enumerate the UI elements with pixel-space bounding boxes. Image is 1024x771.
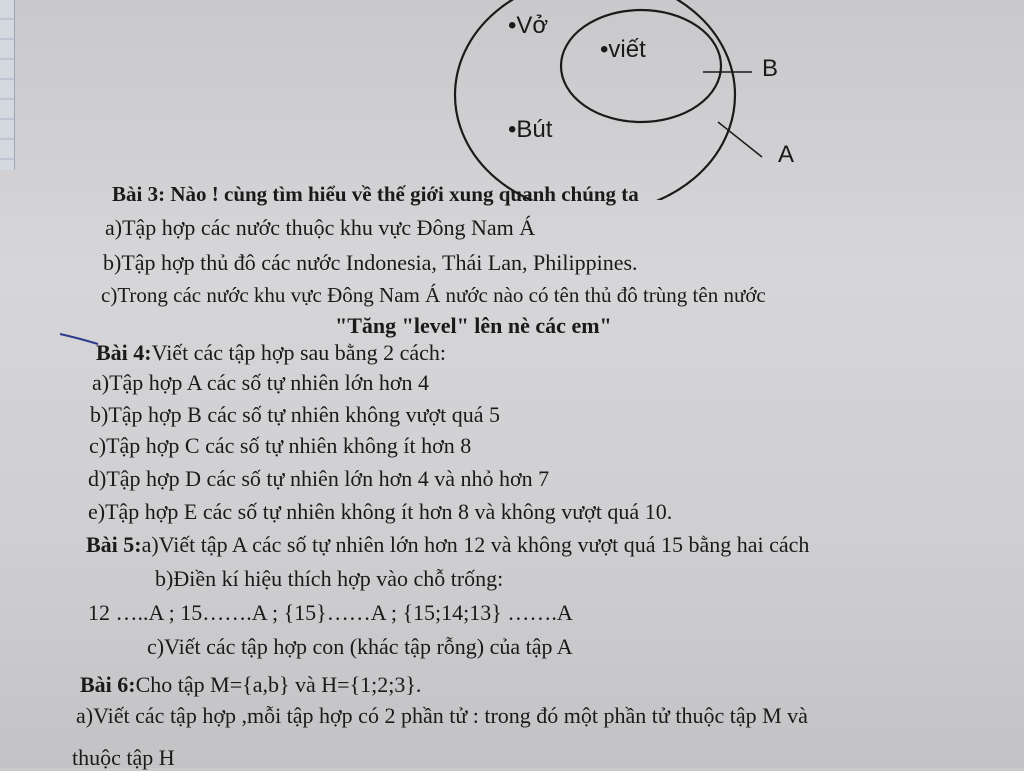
element-but: •Bút [508, 116, 553, 143]
bai5-item-b: b)Điền kí hiệu thích hợp vào chỗ trống: [155, 566, 504, 591]
label-set-a: A [778, 141, 795, 168]
bai4-item-e: e)Tập hợp E các số tự nhiên không ít hơn 8 và không vượt quá 10. [88, 499, 673, 524]
element-vo: •Vở [508, 12, 549, 39]
bai4-item-a: a)Tập hợp A các số tự nhiên lớn hơn 4 [92, 370, 430, 395]
bai5-item-c: c)Viết các tập hợp con (khác tập rỗng) của tập A [147, 634, 573, 659]
bai6-label: Bài 6: [80, 672, 136, 697]
inner-set-circle [561, 10, 721, 122]
bai4-label: Bài 4: [96, 340, 152, 365]
bai5-item-a: a)Viết tập A các số tự nhiên lớn hơn 12 và không vượt quá 15 bằng hai cách [141, 532, 810, 557]
bai4-item-b: b)Tập hợp B các số tự nhiên không vượt quá 5 [90, 402, 501, 427]
bai6-title [80, 672, 421, 698]
bai6-text: Cho tập M={a,b} và H={1;2;3}. [135, 672, 422, 697]
bai6-item-a: a)Viết các tập hợp ,mỗi tập hợp có 2 phần tử : trong đó một phần tử thuộc tập M và [76, 703, 808, 728]
level-title: "Tăng "level" lên nè các em" [335, 313, 612, 338]
bai5-label: Bài 5: [86, 532, 142, 557]
bai4-title [96, 340, 446, 366]
label-set-b: B [762, 55, 779, 82]
bai5-fill-blanks: 12 …..A ; 15…….A ; {15}……A ; {15;14;13} …….A [88, 600, 573, 625]
bai3-item-b: b)Tập hợp thủ đô các nước Indonesia, Thái Lan, Philippines. [103, 250, 638, 275]
bai5-title [86, 532, 809, 558]
bai6-item-a-cont: thuộc tập H [72, 745, 175, 770]
bai4-text: Viết các tập hợp sau bằng 2 cách: [151, 340, 446, 365]
bai3-text: Nào ! cùng tìm hiểu về thế giới xung quanh chúng ta [165, 182, 639, 206]
outer-set-circle [455, 0, 735, 200]
bai3-label: Bài 3: [112, 182, 166, 206]
bai3-item-c: c)Trong các nước khu vực Đông Nam Á nước nào có tên thủ đô trùng tên nước [101, 283, 766, 307]
bai4-item-c: c)Tập hợp C các số tự nhiên không ít hơn 8 [89, 433, 472, 458]
bai4-item-d: d)Tập hợp D các số tự nhiên lớn hơn 4 và nhỏ hơn 7 [88, 466, 550, 491]
bai3-title [112, 181, 639, 207]
bai3-item-a: a)Tập hợp các nước thuộc khu vực Đông Nam Á [105, 215, 536, 240]
venn-diagram [0, 0, 1024, 200]
element-viet: •viết [600, 36, 646, 63]
